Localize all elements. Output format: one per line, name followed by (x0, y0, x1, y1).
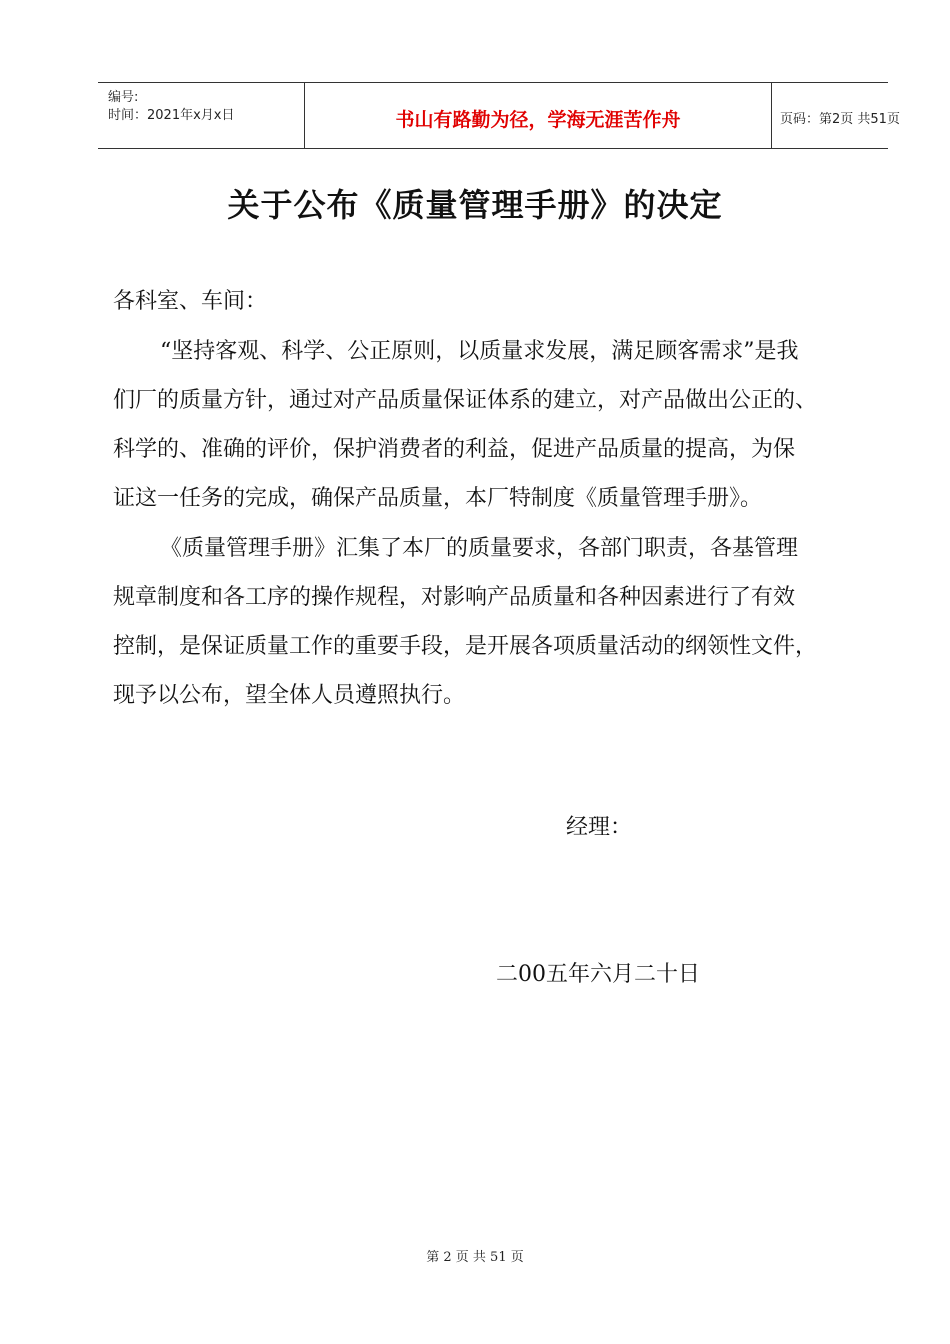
body-line-7: 控制，是保证质量工作的重要手段，是开展各项质量活动的纲领性文件， (113, 634, 818, 659)
page-footer: 第 2 页 共 51 页 (426, 1250, 524, 1265)
body-line-8: 现予以公布，望全体人员遵照执行。 (113, 683, 466, 708)
motto-text: 书山有路勤为径，学海无涯苦作舟 (395, 109, 681, 131)
header-motto-cell (304, 83, 772, 148)
header-page-cell (772, 83, 900, 148)
document-number-label: 编号: (108, 90, 139, 105)
body-line-4: 证这一任务的完成，确保产品质量，本厂特制度《质量管理手册》。 (113, 486, 763, 511)
salutation: 各科室、车间： (113, 289, 268, 314)
body-line-3: 科学的、准确的评价，保护消费者的利益，促进产品质量的提高，为保 (113, 437, 796, 462)
document-date: 二00五年六月二十日 (496, 962, 700, 987)
document-title: 关于公布《质量管理手册》的决定 (227, 186, 723, 224)
body-line-1: “坚持客观、科学、公正原则，以质量求发展，满足顾客需求”是我 (160, 339, 799, 364)
body-line-5: 《质量管理手册》汇集了本厂的质量要求，各部门职责，各基管理 (160, 536, 799, 561)
header-left-cell (98, 83, 304, 148)
manager-signature-label: 经理： (566, 815, 633, 840)
body-line-2: 们厂的质量方针，通过对产品质量保证体系的建立，对产品做出公正的、 (113, 388, 818, 413)
body-line-6: 规章制度和各工序的操作规程，对影响产品质量和各种因素进行了有效 (113, 585, 796, 610)
header-page-reference: 页码：第2页 共51页 (780, 112, 900, 127)
document-time: 时间：2021年x月x日 (108, 108, 235, 123)
header-table (98, 82, 900, 149)
